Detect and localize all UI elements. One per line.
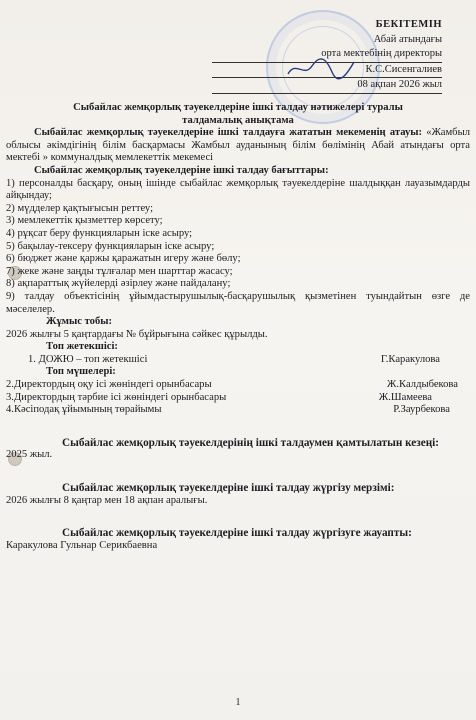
member-role: 3.Директордың тәрбие ісі жөніндегі орынбасары — [6, 391, 227, 403]
member-name: Р.Заурбекова — [393, 404, 450, 416]
document-body — [6, 102, 470, 552]
group-heading: Жұмыс тобы: — [46, 316, 113, 328]
directions-heading: Сыбайлас жемқорлық тәуекелдеріне ішкі талдау бағыттары: — [34, 164, 329, 176]
leader-role: 1. ДОЖЮ – топ жетекшісі — [28, 353, 148, 365]
leader-name: Г.Каракулова — [380, 353, 440, 365]
list-item: 4) рұқсат беру функцияларын іске асыру; — [6, 227, 193, 239]
member-row — [6, 379, 470, 392]
leader-row — [6, 354, 470, 367]
list-item: 3) мемлекеттік қызметтер көрсету; — [6, 215, 163, 227]
list-item: 1) персоналды басқару, оның ішінде сыбайлас жемқорлық тәуекелдеріне шалдыққан лауазымдарды айқындау; — [6, 177, 470, 202]
member-row — [6, 404, 470, 417]
term-heading: Сыбайлас жемқорлық тәуекелдеріне ішкі талдау жүргізу мерзімі: — [62, 482, 395, 495]
leader-heading: Топ жетекшісі: — [46, 341, 118, 353]
document-subtitle: талдамалық анықтама — [182, 114, 294, 126]
list-item: 9) талдау объектісінің ұйымдастырушылық-басқарушылық қызметінен туындайтын өзге де мәселелер. — [6, 290, 470, 315]
list-item: 5) бақылау-тексеру функцияларын іске асыру; — [6, 240, 215, 252]
responsible-value: Каракулова Гульнар Серикбаевна — [6, 539, 158, 551]
list-item: 2) мүдделер қақтығысын реттеу; — [6, 202, 154, 214]
term-value: 2026 жылғы 8 қаңтар мен 18 ақпан аралығы. — [6, 494, 208, 506]
member-name: Ж.Калдыбекова — [386, 379, 458, 391]
object-paragraph — [6, 127, 470, 165]
signature-icon — [286, 56, 356, 80]
approval-line: К.С.Сисенгалиев — [212, 63, 442, 79]
list-item: 7) жеке және заңды тұлғалар мен шарттар жасасу; — [6, 265, 233, 277]
directions-list — [6, 178, 470, 317]
page-number: 1 — [235, 697, 241, 708]
approval-line: 08 ақпан 2026 жыл — [212, 78, 442, 94]
approval-line: Абай атындағы — [373, 33, 442, 45]
list-item: 6) бюджет және қаржы қаражатын игеру және бөлу; — [6, 253, 241, 265]
responsible-heading: Сыбайлас жемқорлық тәуекелдеріне ішкі талдау жүргізуге жауапты: — [62, 527, 412, 540]
member-row — [6, 392, 470, 405]
group-text: 2026 жылғы 5 қаңтардағы № бұйрығына сәйкес құрылды. — [6, 328, 268, 340]
member-role: 2.Директордың оқу ісі жөніндегі орынбасары — [6, 379, 212, 391]
approval-heading: БЕКІТЕМІН — [375, 19, 442, 30]
object-value: «Жамбыл облысы әкімдігінің білім басқармасы Жамбыл ауданының білім бөлімінің Абай атындағы орта мектебі » коммуналдық мемлекеттік мекемесі — [6, 127, 470, 164]
members-heading: Топ мүшелері: — [46, 366, 116, 378]
member-role: 4.Кәсіподақ ұйымының төрайымы — [6, 404, 162, 416]
object-label: Сыбайлас жемқорлық тәуекелдеріне ішкі талдауға жататын мекеменің атауы: — [34, 127, 423, 139]
period-value: 2025 жыл. — [6, 449, 53, 461]
member-name: Ж.Шамеева — [378, 391, 432, 403]
document-title: Сыбайлас жемқорлық тәуекелдеріне ішкі талдау нәтижелері туралы — [73, 102, 403, 113]
list-item: 8) ақпараттық жүйелерді әзірлеу және пайдалану; — [6, 278, 231, 290]
approval-line: орта мектебінің директоры — [212, 47, 442, 63]
period-heading: Сыбайлас жемқорлық тәуекелдерінің ішкі талдаумен қамтылатын кезеңі: — [62, 436, 439, 449]
